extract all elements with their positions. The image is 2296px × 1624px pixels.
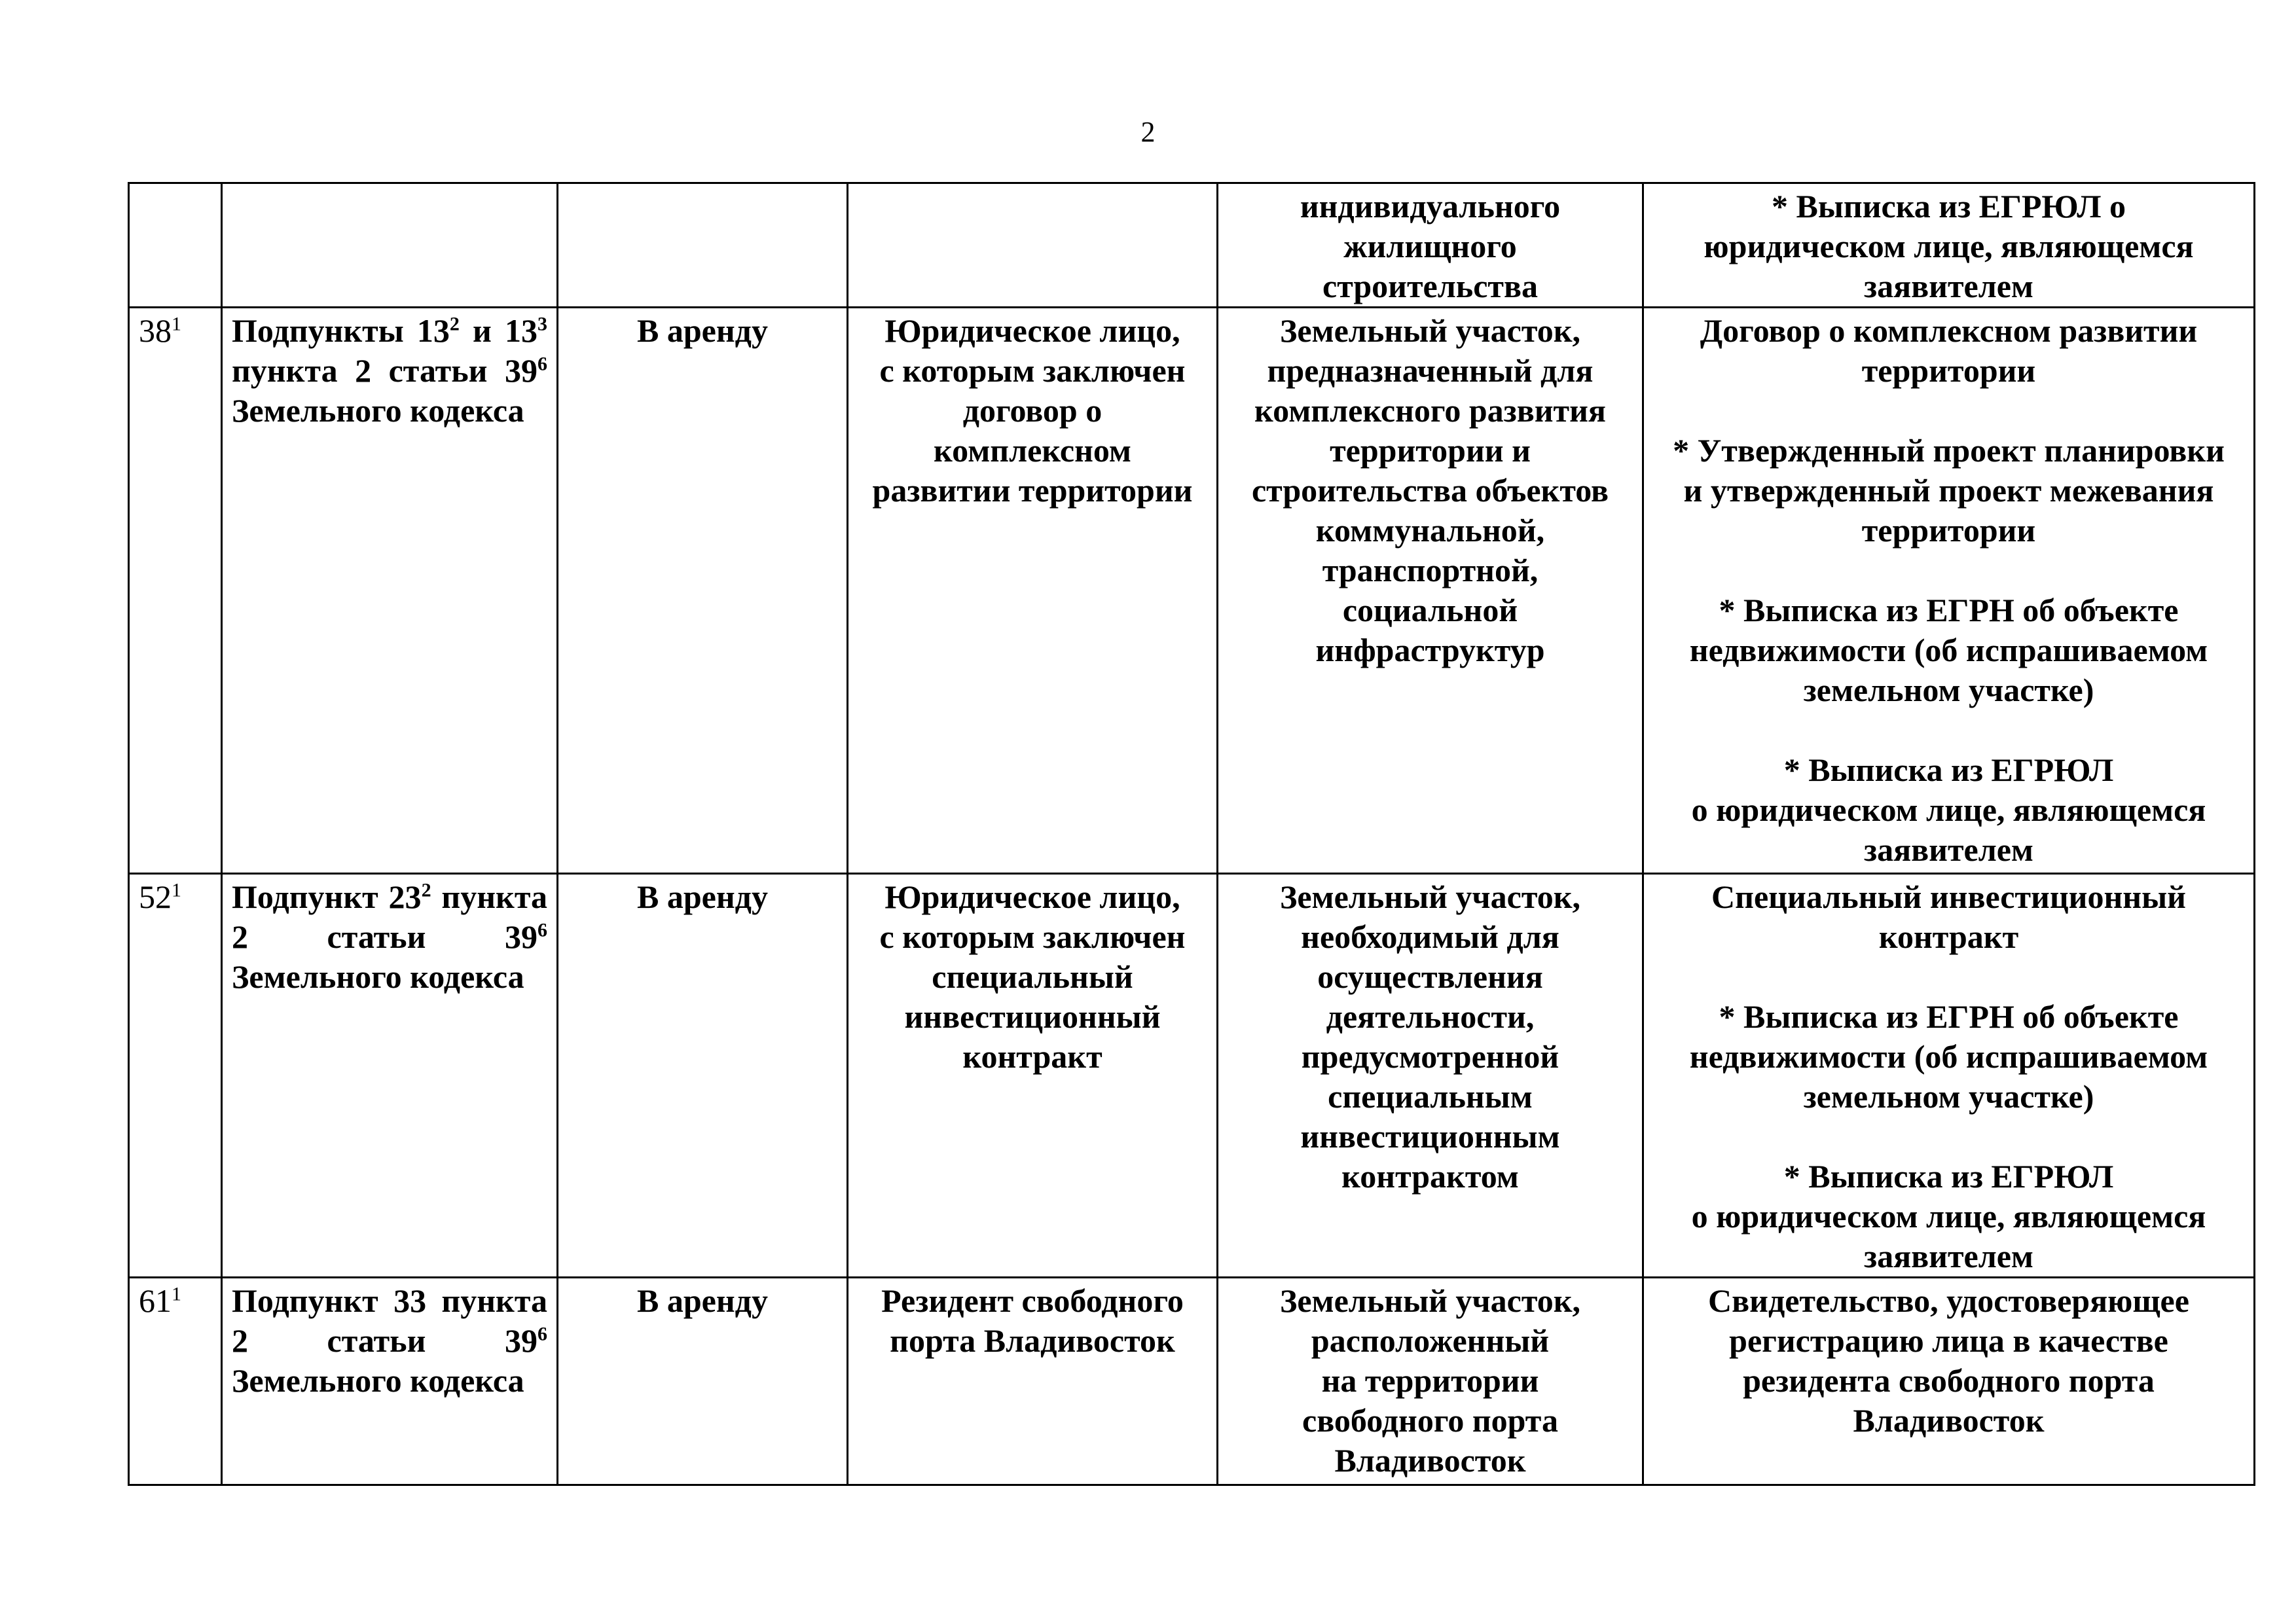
table-row xyxy=(129,874,2255,1278)
applicant: Юридическое лицо, с которым заключен договор о комплексном развитии территории xyxy=(848,308,1218,874)
applicant: Резидент свободного порта Владивосток xyxy=(848,1278,1218,1485)
grant-form xyxy=(558,183,848,308)
document-item: * Выписка из ЕГРЮЛ о юридическом лице, являющемся заявителем xyxy=(1704,188,2194,304)
row-number: $52^1$ xyxy=(129,874,222,1278)
legal-basis: Подпункты $13^2$ и $13^3$ пункта 2 статьи $39^6$ Земельного кодекса xyxy=(222,308,558,874)
document-item: Договор о комплексном развитии территории xyxy=(1700,312,2198,389)
document-item: * Выписка из ЕГРЮЛ о юридическом лице, являющемся заявителем xyxy=(1691,751,2206,868)
table-row xyxy=(129,1278,2255,1485)
row-number: $61^1$ xyxy=(129,1278,222,1485)
applicant xyxy=(848,183,1218,308)
table-row xyxy=(129,308,2255,874)
row-number xyxy=(129,183,222,308)
required-documents xyxy=(1643,1278,2255,1485)
legal-basis: Подпункт 33 пункта 2 статьи $39^6$ Земельного кодекса xyxy=(222,1278,558,1485)
land-plot: Земельный участок, необходимый для осуществления деятельности, предусмотренной специальным инвестиционным контрактом xyxy=(1218,874,1643,1278)
grant-form: В аренду xyxy=(558,308,848,874)
legal-basis: Подпункт $23^2$ пункта 2 статьи $39^6$ Земельного кодекса xyxy=(222,874,558,1278)
land-plot: индивидуального жилищного строительства xyxy=(1218,183,1643,308)
applicant: Юридическое лицо, с которым заключен специальный инвестиционный контракт xyxy=(848,874,1218,1278)
document-item: Свидетельство, удостоверяющее регистрацию лица в качестве резидента свободного порта Владивосток xyxy=(1708,1282,2189,1439)
land-plot: Земельный участок, расположенный на территории свободного порта Владивосток xyxy=(1218,1278,1643,1485)
grant-form: В аренду xyxy=(558,1278,848,1485)
required-documents xyxy=(1643,183,2255,308)
table-row xyxy=(129,183,2255,308)
legal-basis xyxy=(222,183,558,308)
land-plots-table xyxy=(128,182,2255,1486)
required-documents xyxy=(1643,308,2255,874)
page-number: 2 xyxy=(1140,116,1156,148)
grant-form: В аренду xyxy=(558,874,848,1278)
land-plot: Земельный участок, предназначенный для комплексного развития территории и строительства объектов коммунальной, транспортной, социальной инфраструктур xyxy=(1218,308,1643,874)
document-item: * Выписка из ЕГРН об объекте недвижимости (об испрашиваемом земельном участке) xyxy=(1689,592,2208,708)
document-item: Специальный инвестиционный контракт xyxy=(1711,878,2186,955)
document-item: * Утвержденный проект планировки и утвержденный проект межевания территории xyxy=(1673,432,2225,549)
row-number: $38^1$ xyxy=(129,308,222,874)
document-item: * Выписка из ЕГРН об объекте недвижимости (об испрашиваемом земельном участке) xyxy=(1689,998,2208,1115)
document-item: * Выписка из ЕГРЮЛ о юридическом лице, являющемся заявителем xyxy=(1691,1158,2206,1274)
required-documents xyxy=(1643,874,2255,1278)
